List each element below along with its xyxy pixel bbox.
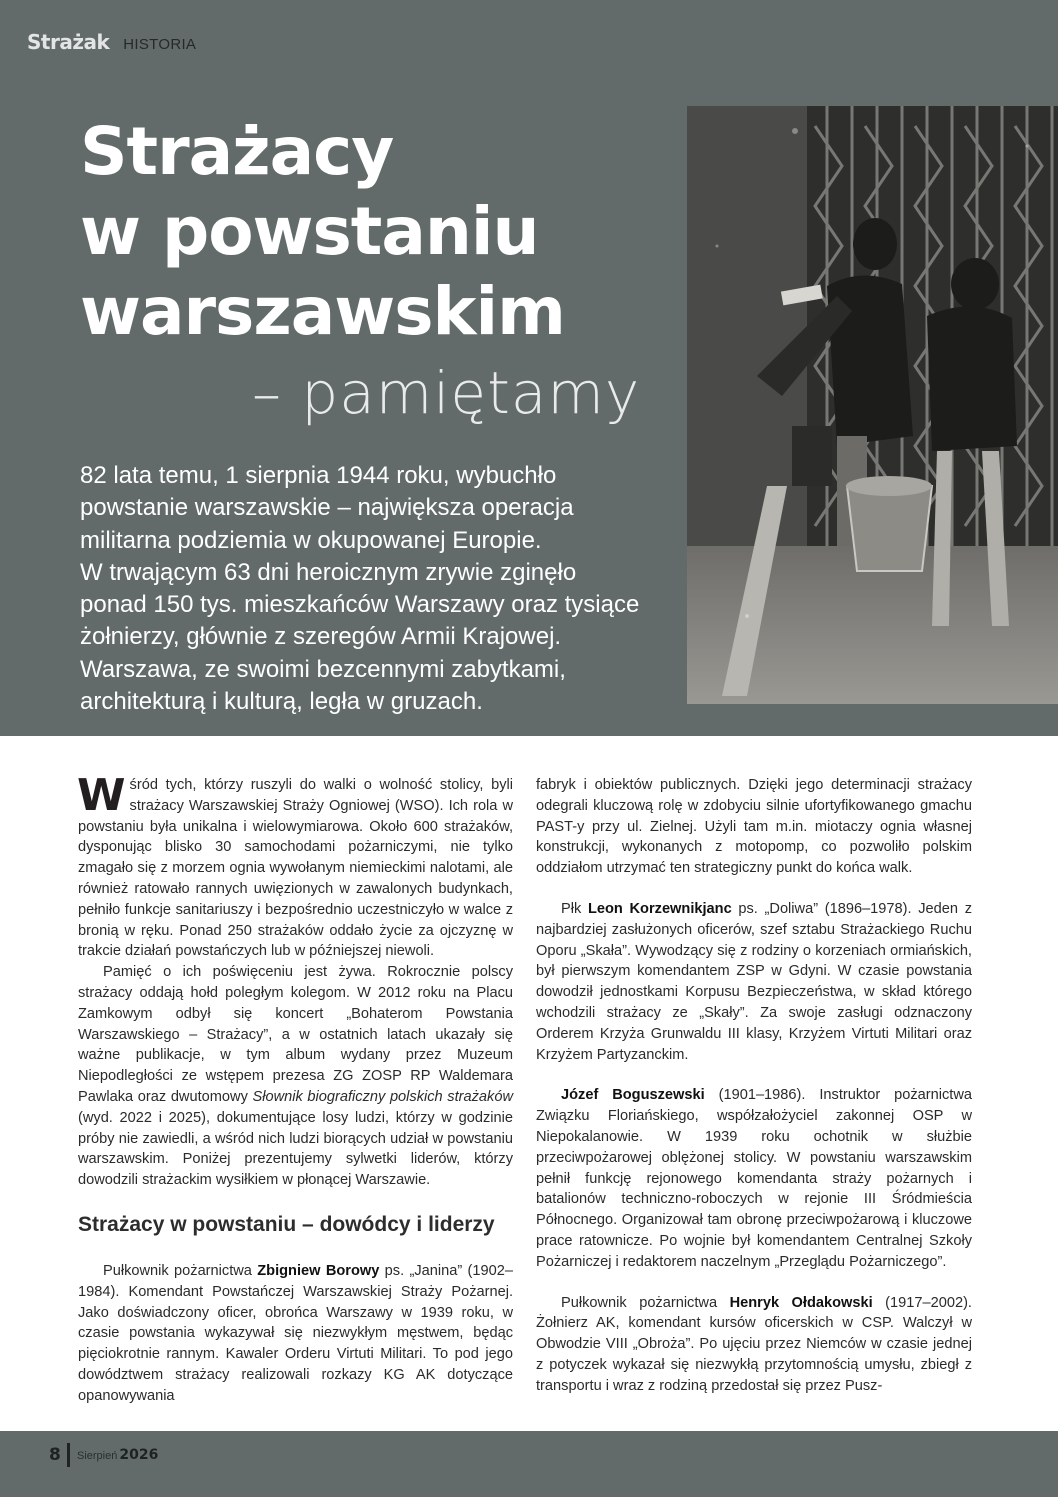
- body-text: śród tych, którzy ruszyli do walki o wolność stolicy, byli strażacy Warszawskiej Straży Ogniowej (WSO). Ich rola w powstaniu była unikalna i wielowymiarowa. Około 600 strażaków, dysponując blisko 30 samochodami pożarniczymi, nie tylko zmagało się z morzem ognia wywołanym niemieckimi nalotami, ale również ratowało rannych uwięzionych w zawalonych budynkach, pełniło funkcje sanitariuszy i bezpośrednio uczestniczyło w walce z bronią w ręku. Ponad 250 strażaków oddało życie za ojczyznę w trakcie działań powstańczych lub w późniejszej niewoli.: [78, 777, 513, 960]
- section-label: HISTORIA: [123, 36, 197, 53]
- issue-date: [77, 1447, 158, 1463]
- bio-oldakowski: [536, 1293, 972, 1397]
- body-text: ps. „Janina” (1902–1984). Komendant Powstańczej Warszawskiej Straży Pożarnej. Jako doświadczony oficer, obrońca Warszawy w 1939 roku, w czasie powstania wykazywał się niezwykłym męstwem, będąc pięciokrotnie rannym. Kawaler Orderu Virtuti Militari. To pod jego dowództwem strażacy realizowali rozkazy KG AK dotyczące opanowywania: [78, 1262, 513, 1404]
- footer-band: [0, 1431, 1058, 1497]
- lead-line: architekturą i kulturą, legła w gruzach.: [80, 688, 483, 716]
- brand-logo: Strażak: [27, 30, 110, 54]
- title-line-2: w powstaniu: [80, 193, 539, 270]
- title-line-3: warszawskim: [80, 273, 565, 350]
- section-subheading: Strażacy w powstaniu – dowódcy i liderzy: [78, 1212, 495, 1236]
- spacer: [536, 1065, 972, 1085]
- body-text: Pamięć o ich poświęceniu jest żywa. Rokrocznie polscy strażacy oddają hołd poległym kolegom. W 2012 roku na Placu Zamkowym odbył się koncert „Bohaterom Powstania Warszawskiego – Strażacy”, a w ostatnich latach ukazały się ważne publikacje, w tym album wydany przez Muzeum Niepodległości ze wstępem prezesa ZG ZOSP RP Waldemara Pawlaka oraz dwutomowy: [78, 964, 513, 1105]
- body-text: (wyd. 2022 i 2025), dokumentujące losy ludzi, którzy w godzinie próby nie zawiedli, a wśród nich ludzi biorących udział w powstaniu warszawskim. Poniżej prezentujemy sylwetki liderów, którzy dowodzili strażackim wysiłkiem w płonącej Warszawie.: [78, 1109, 513, 1189]
- masthead: [27, 30, 196, 56]
- hero-band: [0, 0, 1058, 736]
- footer-divider: [67, 1443, 70, 1467]
- article-title: [80, 112, 680, 352]
- person-name: Leon Korzewnikjanc: [587, 900, 732, 917]
- archival-photo-image: [687, 106, 1058, 704]
- lead-line: żołnierzy, głównie z szeregów Armii Krajowej.: [80, 623, 562, 651]
- body-paragraph-memory: [78, 962, 513, 1191]
- archival-photo: [687, 106, 1058, 704]
- body-text: ps. „Doliwa” (1896–1978). Jeden z najbardziej zasłużonych oficerów, szef sztabu Strażackiego Ruchu Oporu „Skała”. Wywodzący się z rodziny o korzeniach ormiańskich, był pierwszym komendantem ZSP w Gdyni. W czasie powstania dowodził jednostkami Korpusu Bezpieczeństwa, w skład którego wchodzili strażacy ze „Skały”. Za swoje zasługi odznaczony Orderem Krzyża Grunwaldu III klasy, Krzyżem Virtuti Militari oraz Krzyżem Partyzanckim.: [536, 900, 972, 1063]
- body-text: Pułkownik pożarnictwa: [561, 1294, 730, 1311]
- bio-korzewnikjanc: [536, 899, 972, 1065]
- body-paragraph-continued: fabryk i obiektów publicznych. Dzięki jego determinacji strażacy odegrali kluczową rolę w zdobyciu silnie ufortyfikowanego gmachu PAST-y przy ul. Zielnej. Użyli tam m.in. miotaczy ognia własnej konstrukcji, wykonanych z motopomp, co pozwoliło polskim oddziałom utrzymać ten strategiczny punkt do końca walk.: [536, 777, 972, 877]
- body-text: Płk: [561, 900, 588, 917]
- body-text: (1917–2002). Żołnierz AK, komendant kursów oficerskich w CSP. Walczył w Obwodzie VIII „Obroża”. Po ujęciu przez Niemców w czasie jednej z potyczek wykazał się niezwykłą przytomnością umysłu, zbiegł z transportu i wraz z rodziną przedostał się przez Pusz-: [536, 1294, 972, 1394]
- title-line-1: Strażacy: [80, 113, 394, 190]
- person-name: Zbigniew Borowy: [257, 1262, 380, 1279]
- column-right: [536, 775, 972, 1397]
- body-text: (1901–1986). Instruktor pożarnictwa Związku Floriańskiego, współzałożyciel zakonnej OSP w Niepokalanowie. W 1939 roku ochotnik w służbie przeciwpożarowej oblężonej stolicy. W powstaniu warszawskim pełnił funkcję rejonowego komendanta straży pożarnych i batalionów techniczno-roboczych w rejonie III Śródmieścia Północnego. Organizował tam obronę przeciwpożarową i kluczowe prace ratownicze. Po wojnie był komendantem Centralnej Szkoły Pożarniczej i redaktorem naczelnym „Przeglądu Pożarniczego”.: [536, 1087, 972, 1270]
- spacer: [536, 879, 972, 899]
- spacer: [536, 1273, 972, 1293]
- page-number: 8: [49, 1445, 61, 1465]
- book-title: Słownik biograficzny polskich strażaków: [252, 1088, 513, 1105]
- lead-line: militarna podziemia w okupowanej Europie.: [80, 526, 542, 554]
- lead-paragraph: [80, 460, 680, 718]
- dropcap: W: [77, 770, 126, 821]
- lead-line: W trwającym 63 dni heroicznym zrywie zginęło: [80, 558, 577, 586]
- issue-year: 2026: [119, 1447, 159, 1463]
- person-name: Henryk Ołdakowski: [729, 1294, 873, 1311]
- article-subtitle: – pamiętamy: [252, 359, 641, 427]
- person-name: Józef Boguszewski: [561, 1087, 705, 1104]
- bio-borowy: [78, 1261, 513, 1407]
- lead-line: powstanie warszawskie – największa operacja: [80, 494, 574, 522]
- bio-boguszewski: [536, 1085, 972, 1272]
- lead-line: ponad 150 tys. mieszkańców Warszawy oraz tysiące: [80, 591, 640, 619]
- lead-line: 82 lata temu, 1 sierpnia 1944 roku, wybuchło: [80, 462, 557, 489]
- column-left: [77, 770, 513, 1407]
- lead-line: Warszawa, ze swoimi bezcennymi zabytkami,: [80, 655, 566, 683]
- body-paragraph-intro: [77, 770, 513, 962]
- body-text: Pułkownik pożarnictwa: [103, 1262, 258, 1279]
- issue-month: Sierpień: [77, 1450, 118, 1462]
